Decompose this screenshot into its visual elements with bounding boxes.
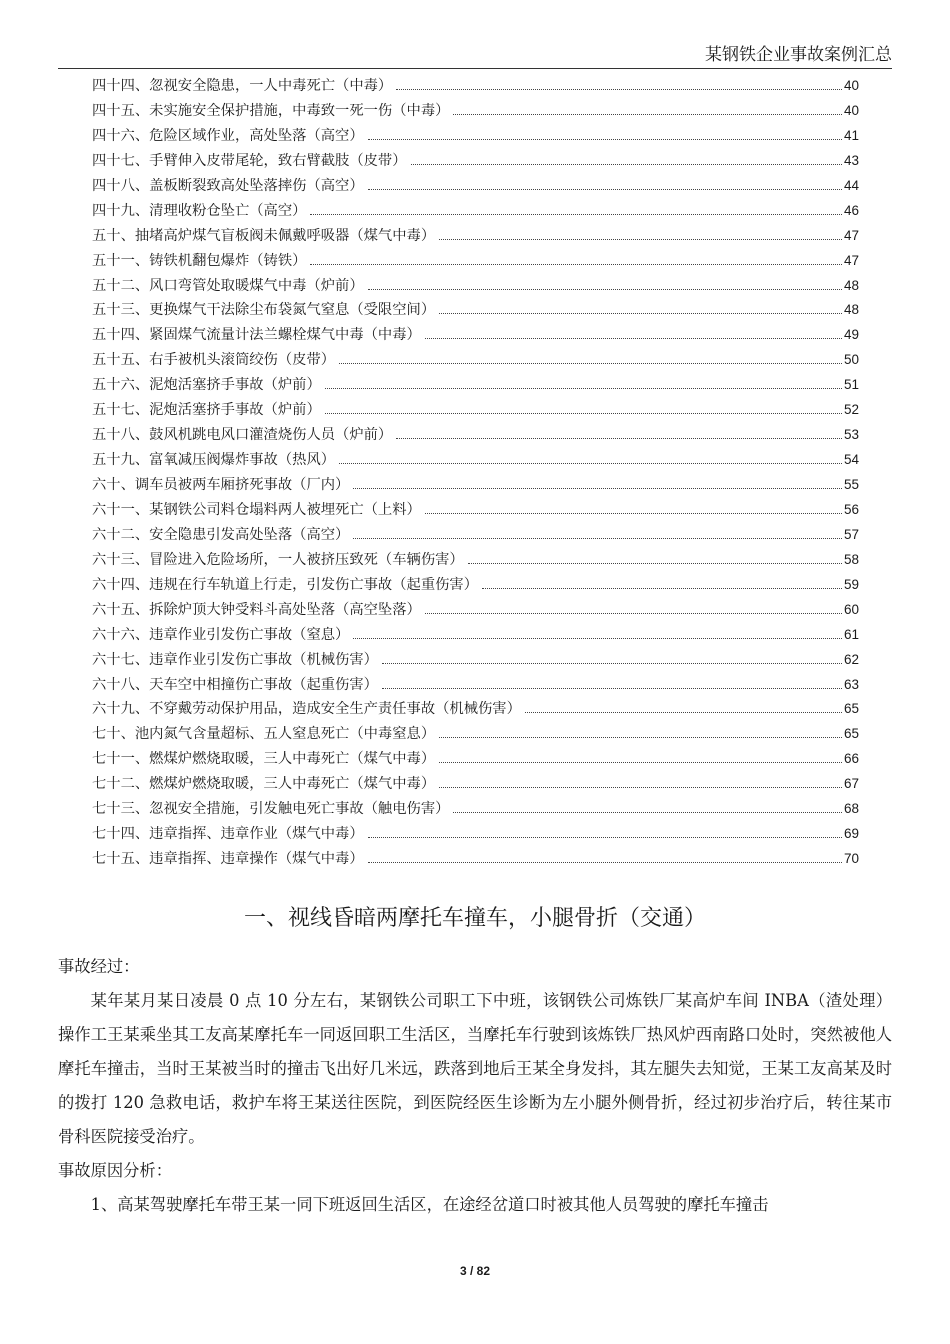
toc-entry-page: 60 (843, 601, 859, 617)
toc-entry[interactable] (92, 348, 859, 373)
toc-entry-title: 五十八、鼓风机跳电风口灌渣烧伤人员（炉前） (92, 427, 393, 444)
toc-entry-page: 56 (843, 501, 859, 517)
toc-entry-page: 67 (843, 776, 859, 792)
toc-entry-title: 六十三、冒险进入危险场所，一人被挤压致死（车辆伤害） (92, 551, 464, 568)
toc-entry[interactable] (92, 747, 859, 772)
toc-leader-dots (439, 313, 842, 314)
toc-entry-title: 四十八、盖板断裂致高处坠落摔伤（高空） (92, 177, 364, 194)
toc-entry-page: 40 (843, 78, 859, 93)
toc-leader-dots (339, 463, 842, 464)
toc-entry-page: 52 (843, 402, 859, 418)
toc-entry[interactable] (92, 548, 859, 573)
toc-leader-dots (425, 513, 842, 514)
toc-entry-title: 四十四、忽视安全隐患，一人中毒死亡（中毒） (92, 78, 393, 94)
toc-entry-page: 68 (843, 801, 859, 817)
toc-entry[interactable] (92, 623, 859, 648)
toc-entry[interactable] (92, 797, 859, 822)
toc-leader-dots (396, 89, 842, 90)
toc-entry-page: 48 (843, 277, 859, 293)
toc-entry-title: 六十五、拆除炉顶大钟受料斗高处坠落（高空坠落） (92, 601, 421, 618)
toc-entry-page: 48 (843, 302, 859, 318)
toc-entry[interactable] (92, 722, 859, 747)
toc-entry[interactable] (92, 648, 859, 673)
toc-leader-dots (368, 189, 842, 190)
section-heading: 一、视线昏暗两摩托车撞车，小腿骨折（交通） (243, 906, 706, 931)
toc-entry-title: 七十、池内氮气含量超标、五人窒息死亡（中毒窒息） (92, 726, 436, 743)
toc-entry-page: 51 (843, 377, 859, 393)
toc-leader-dots (310, 264, 842, 265)
toc-entry-title: 五十、抽堵高炉煤气盲板阀未佩戴呼吸器（煤气中毒） (92, 227, 436, 244)
toc-entry-title: 四十七、手臂伸入皮带尾轮，致右臂截肢（皮带） (92, 152, 407, 169)
toc-leader-dots (368, 289, 842, 290)
toc-entry-title: 四十六、危险区域作业，高处坠落（高空） (92, 127, 364, 144)
toc-leader-dots (439, 762, 842, 763)
toc-leader-dots (439, 737, 842, 738)
toc-entry[interactable] (92, 298, 859, 323)
toc-entry[interactable] (92, 274, 859, 299)
page-indicator: 3 / 82 (459, 1264, 491, 1278)
toc-entry-title: 四十九、清理收粉仓坠亡（高空） (92, 202, 307, 219)
page-header (58, 44, 892, 69)
toc-leader-dots (325, 388, 842, 389)
toc-entry-page: 47 (843, 252, 859, 268)
toc-entry-page: 65 (843, 701, 859, 717)
toc-entry[interactable] (92, 124, 859, 149)
toc-leader-dots (468, 563, 842, 564)
toc-entry-title: 六十四、违规在行车轨道上行走，引发伤亡事故（起重伤害） (92, 576, 479, 593)
toc-entry[interactable] (92, 174, 859, 199)
toc-entry-title: 七十一、燃煤炉燃烧取暖，三人中毒死亡（煤气中毒） (92, 751, 436, 768)
toc-leader-dots (453, 114, 842, 115)
toc-entry[interactable] (92, 523, 859, 548)
toc-entry-page: 58 (843, 551, 859, 567)
toc-entry-page: 70 (843, 851, 859, 867)
toc-entry[interactable] (92, 473, 859, 498)
toc-entry-title: 六十六、违章作业引发伤亡事故（窒息） (92, 626, 350, 643)
toc-entry-title: 六十、调车员被两车厢挤死事故（厂内） (92, 477, 350, 493)
toc-entry-page: 49 (843, 327, 859, 343)
toc-entry-page: 40 (843, 102, 859, 118)
section-body (58, 950, 892, 1222)
toc-entry[interactable] (92, 697, 859, 722)
toc-entry-title: 七十二、燃煤炉燃烧取暖，三人中毒死亡（煤气中毒） (92, 776, 436, 793)
toc-entry-title: 六十二、安全隐患引发高处坠落（高空） (92, 526, 350, 543)
toc-entry[interactable] (92, 598, 859, 623)
toc-leader-dots (353, 638, 842, 639)
toc-leader-dots (439, 787, 842, 788)
toc-entry-page: 53 (843, 427, 859, 443)
toc-entry-title: 四十五、未实施安全保护措施，中毒致一死一伤（中毒） (92, 102, 450, 119)
table-of-contents (92, 74, 859, 872)
toc-leader-dots (425, 338, 842, 339)
toc-entry-title: 六十九、不穿戴劳动保护用品，造成安全生产责任事故（机械伤害） (92, 701, 521, 718)
toc-entry[interactable] (92, 249, 859, 274)
toc-entry[interactable] (92, 149, 859, 174)
toc-leader-dots (411, 164, 842, 165)
toc-entry[interactable] (92, 199, 859, 224)
toc-leader-dots (368, 862, 842, 863)
toc-entry-page: 63 (843, 676, 859, 692)
toc-entry-title: 六十八、天车空中相撞伤亡事故（起重伤害） (92, 676, 378, 693)
toc-entry-title: 五十一、铸铁机翻包爆炸（铸铁） (92, 252, 307, 269)
toc-entry-title: 五十二、风口弯管处取暖煤气中毒（炉前） (92, 277, 364, 294)
toc-entry[interactable] (92, 323, 859, 348)
toc-entry-page: 46 (843, 202, 859, 218)
toc-entry-title: 七十四、违章指挥、违章作业（煤气中毒） (92, 826, 364, 843)
toc-leader-dots (382, 663, 842, 664)
toc-entry[interactable] (92, 423, 859, 448)
toc-entry-title: 七十三、忽视安全措施，引发触电死亡事故（触电伤害） (92, 801, 450, 818)
toc-entry-page: 55 (843, 477, 859, 492)
toc-entry-title: 五十四、紧固煤气流量计法兰螺栓煤气中毒（中毒） (92, 327, 421, 344)
toc-entry-title: 六十七、违章作业引发伤亡事故（机械伤害） (92, 651, 378, 668)
toc-entry-page: 54 (843, 452, 859, 468)
process-label: 事故经过： (58, 957, 140, 976)
toc-entry[interactable] (92, 74, 859, 99)
toc-entry-title: 六十一、某钢铁公司料仓塌料两人被埋死亡（上料） (92, 501, 421, 518)
toc-entry-page: 50 (843, 352, 859, 368)
toc-entry[interactable] (92, 448, 859, 473)
toc-leader-dots (425, 613, 842, 614)
toc-entry-title: 五十七、泥炮活塞挤手事故（炉前） (92, 402, 321, 419)
cause-item-1: 1、高某驾驶摩托车带王某一同下班返回生活区，在途经岔道口时被其他人员驾驶的摩托车撞击 (90, 1195, 769, 1214)
toc-entry-page: 66 (843, 751, 859, 767)
toc-entry-page: 47 (843, 227, 859, 243)
toc-entry[interactable] (92, 224, 859, 249)
toc-entry[interactable] (92, 772, 859, 797)
toc-entry-title: 七十五、违章指挥、违章操作（煤气中毒） (92, 851, 364, 868)
toc-entry[interactable] (92, 673, 859, 698)
toc-entry[interactable] (92, 573, 859, 598)
cause-label: 事故原因分析： (58, 1161, 172, 1180)
toc-entry-page: 61 (843, 626, 859, 642)
toc-entry-title: 五十三、更换煤气干法除尘布袋氮气窒息（受限空间） (92, 302, 436, 319)
document-title: 某钢铁企业事故案例汇总 (705, 45, 892, 65)
toc-leader-dots (353, 488, 842, 489)
toc-leader-dots (453, 812, 842, 813)
toc-entry-page: 59 (843, 576, 859, 592)
toc-leader-dots (325, 413, 842, 414)
toc-entry-title: 五十六、泥炮活塞挤手事故（炉前） (92, 377, 321, 394)
toc-entry-page: 57 (843, 526, 859, 542)
toc-leader-dots (382, 688, 842, 689)
toc-entry[interactable] (92, 398, 859, 423)
toc-entry-page: 69 (843, 826, 859, 842)
toc-entry[interactable] (92, 847, 859, 872)
toc-entry-page: 65 (843, 726, 859, 742)
toc-entry[interactable] (92, 373, 859, 398)
toc-entry-page: 41 (843, 127, 859, 143)
toc-entry[interactable] (92, 822, 859, 847)
toc-leader-dots (482, 588, 842, 589)
toc-leader-dots (368, 837, 842, 838)
toc-leader-dots (368, 139, 842, 140)
toc-leader-dots (339, 363, 842, 364)
toc-leader-dots (353, 538, 842, 539)
toc-entry-page: 44 (843, 177, 859, 193)
toc-entry-page: 62 (843, 651, 859, 667)
toc-leader-dots (525, 712, 842, 713)
toc-entry[interactable] (92, 498, 859, 523)
toc-leader-dots (396, 438, 842, 439)
toc-entry[interactable] (92, 99, 859, 124)
toc-leader-dots (439, 239, 842, 240)
process-paragraph: 某年某月某日凌晨 0 点 10 分左右，某钢铁公司职工下中班，该钢铁公司炼铁厂某高炉车间 INBA（渣处理）操作工王某乘坐其工友高某摩托车一同返回职工生活区，当摩托车行驶到该炼铁厂热风炉西南路口处时，突然被他人摩托车撞击，当时王某被当时的撞击飞出好几米远，跌落到地后王某全身发抖，其左腿失去知觉，王某工友高某及时的拨打 120 急救电话，救护车将王某送往医院，到医院经医生诊断为左小腿外侧骨折，经过初步治疗后，转往某市骨科医院接受治疗。 (58, 991, 892, 1146)
toc-entry-title: 五十九、富氧减压阀爆炸事故（热风） (92, 452, 336, 469)
toc-entry-page: 43 (843, 152, 859, 168)
toc-leader-dots (310, 214, 842, 215)
toc-entry-title: 五十五、右手被机头滚筒绞伤（皮带） (92, 352, 336, 369)
